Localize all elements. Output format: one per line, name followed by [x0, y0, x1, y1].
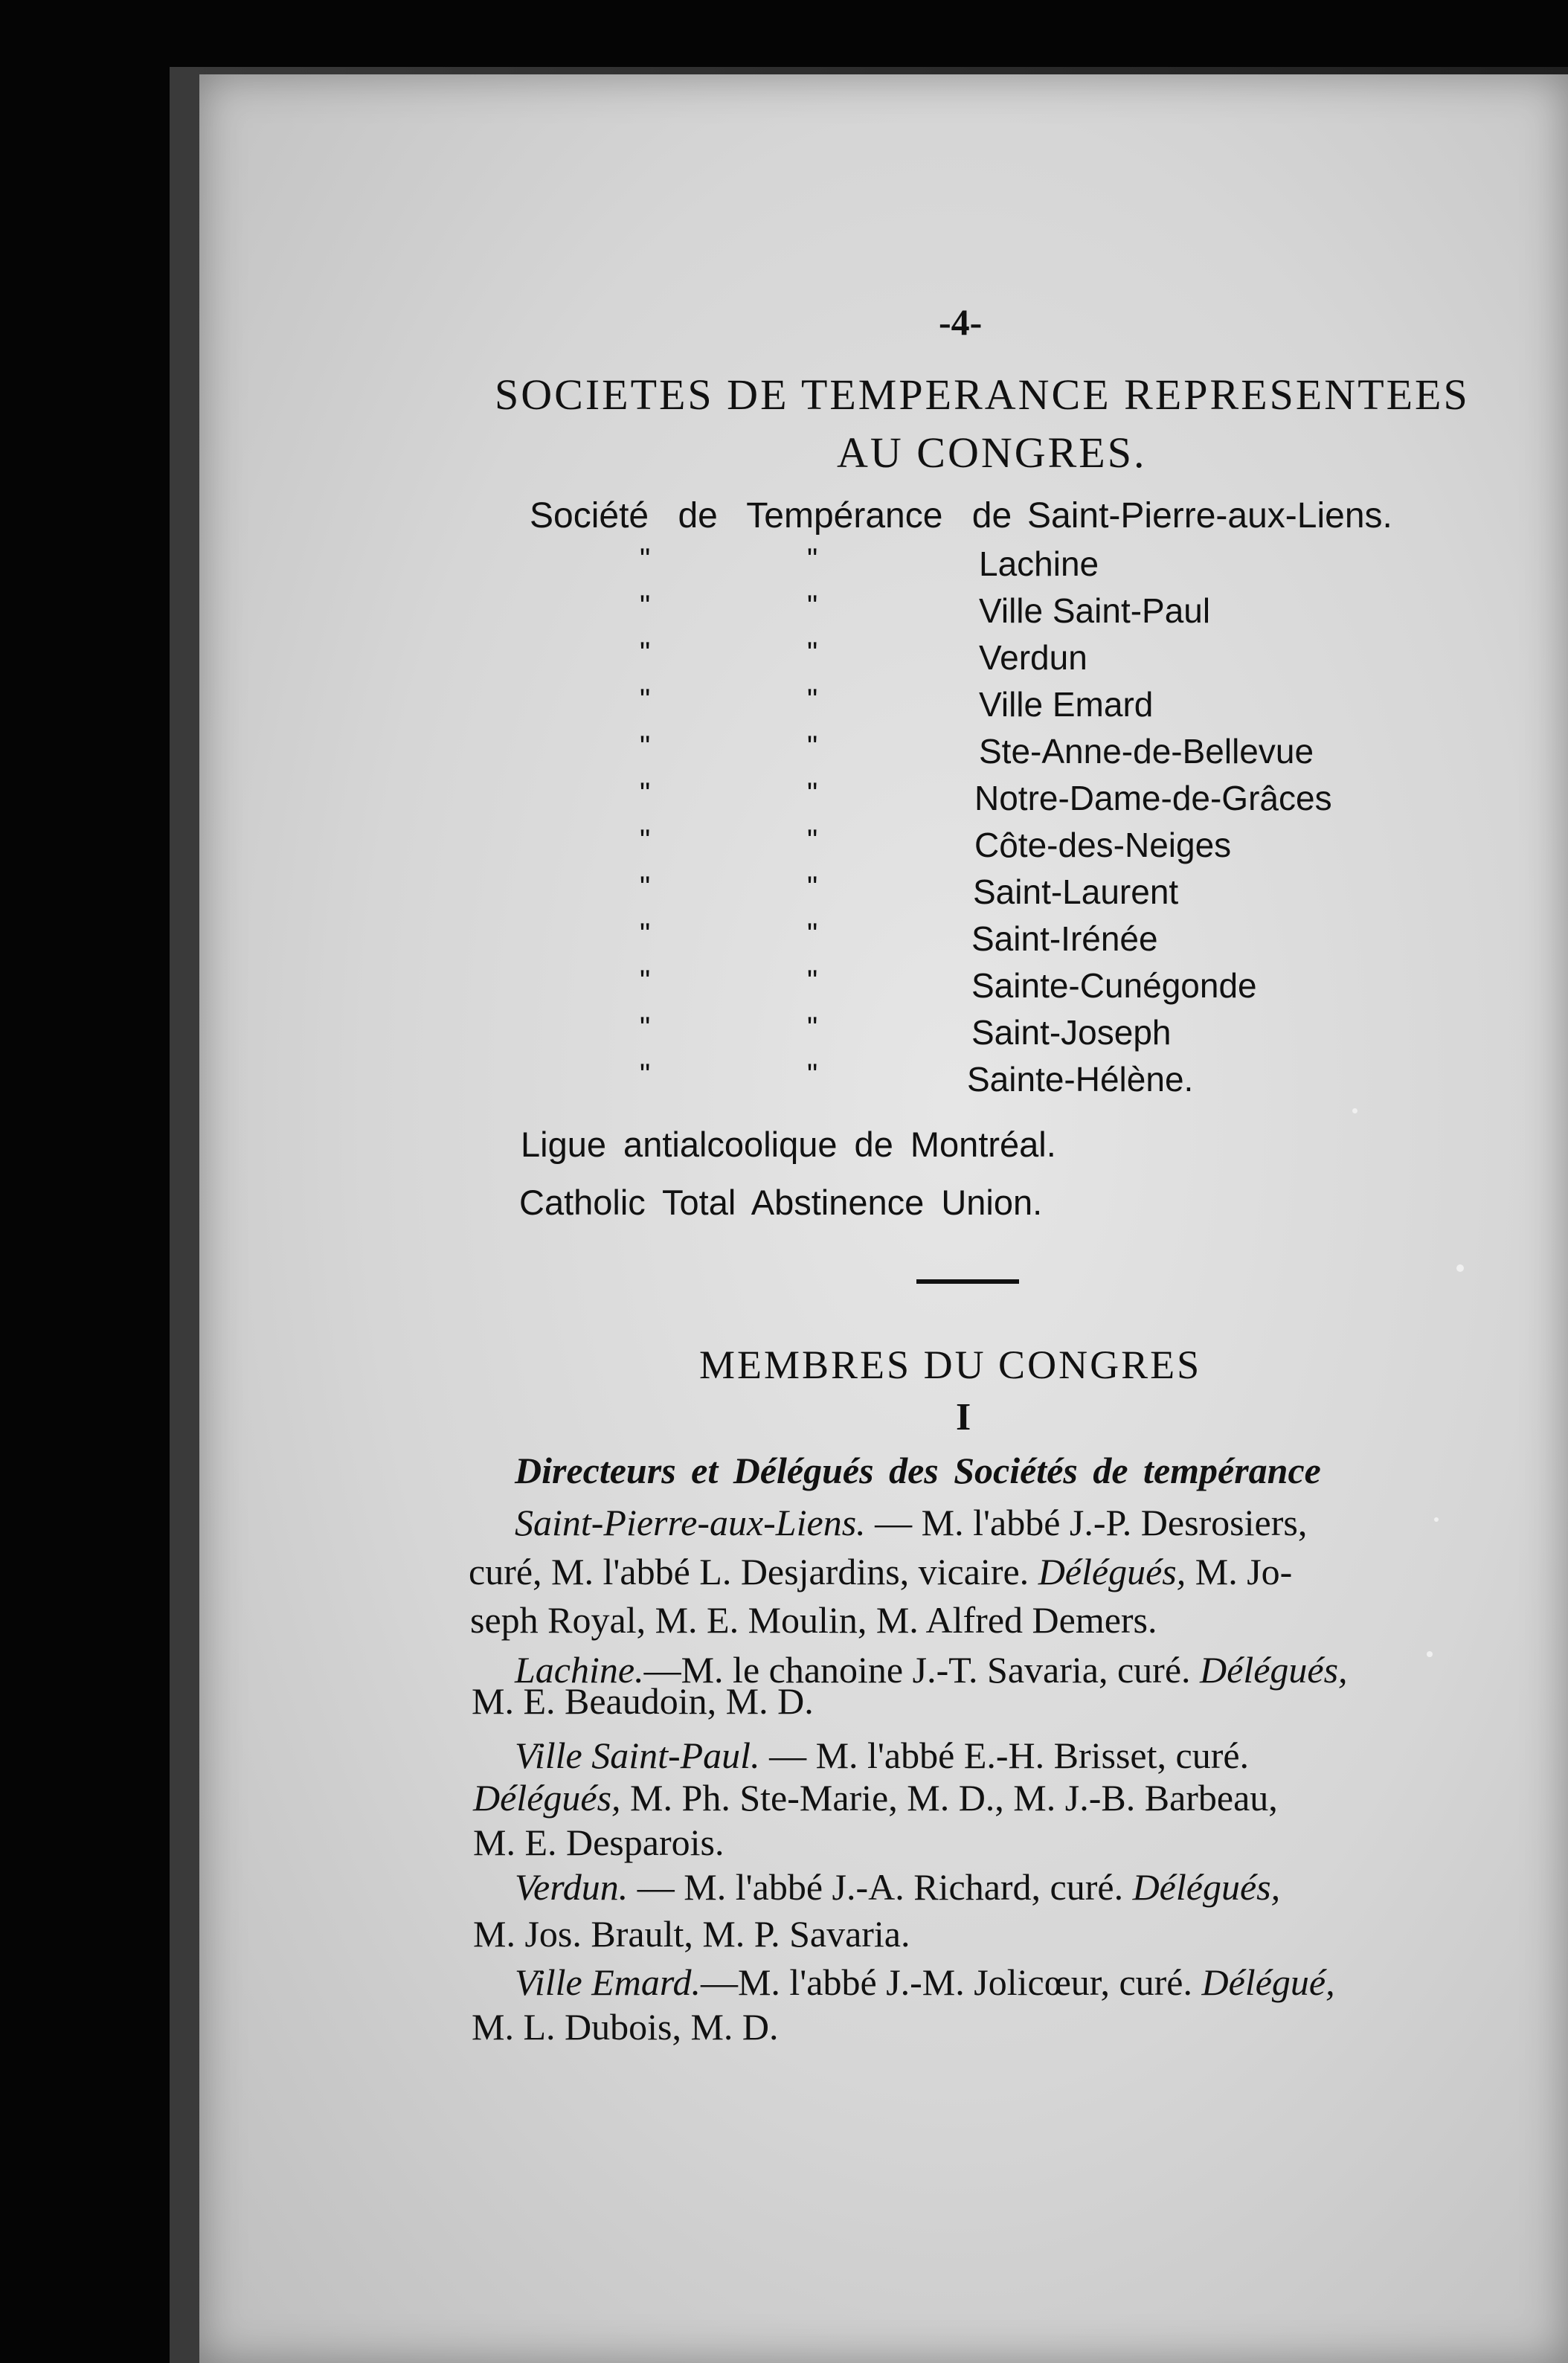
- society-place: Ste-Anne-de-Bellevue: [979, 732, 1314, 771]
- entry-text: M. Jo-: [1186, 1551, 1293, 1592]
- ditto-mark: ": [807, 918, 818, 951]
- ditto-mark: ": [807, 590, 818, 623]
- society-place: Sainte-Cunégonde: [971, 966, 1257, 1005]
- ditto-mark: ": [807, 1058, 818, 1091]
- society-label: Société de Tempérance de: [530, 496, 1012, 536]
- section-number: I: [956, 1396, 971, 1438]
- entry-text: M. Jos. Brault, M. P. Savaria.: [473, 1913, 910, 1955]
- society-place: Notre-Dame-de-Grâces: [974, 779, 1332, 817]
- ditto-mark: ": [807, 777, 818, 810]
- parish-name: Saint-Pierre-aux-Liens.: [515, 1502, 866, 1543]
- society-place: Sainte-Hélène.: [967, 1060, 1194, 1099]
- ditto-mark: ": [640, 543, 651, 576]
- society-place: Saint-Laurent: [973, 872, 1179, 911]
- entry-text: —M. l'abbé J.-M. Jolicœur, curé.: [700, 1961, 1202, 2003]
- entry-text: M. L. Dubois, M. D.: [472, 2006, 779, 2048]
- entry-text: — M. l'abbé J.-P. Desrosiers,: [865, 1502, 1308, 1543]
- entry-text: — M. l'abbé E.-H. Brisset, curé.: [759, 1735, 1250, 1776]
- scan-speck: [1456, 1264, 1464, 1272]
- parish-name: Ville Saint-Paul.: [515, 1735, 760, 1776]
- entry-line: [473, 1913, 910, 1955]
- parish-name: Ville Emard.: [515, 1961, 701, 2003]
- delegates-label: Délégués,: [1038, 1551, 1186, 1592]
- society-place: Lachine: [979, 544, 1099, 583]
- entry-line: [515, 1868, 1280, 1906]
- ditto-mark: ": [807, 543, 818, 576]
- ditto-mark: ": [640, 918, 651, 951]
- ditto-mark: ": [640, 1058, 651, 1091]
- entry-text: M. Ph. Ste-Marie, M. D., M. J.-B. Barbeau,: [620, 1777, 1278, 1819]
- ditto-mark: ": [640, 871, 651, 904]
- ditto-mark: ": [807, 684, 818, 716]
- delegates-label: Délégués,: [1200, 1649, 1348, 1691]
- society-place: Ville Saint-Paul: [979, 591, 1211, 630]
- entry-line: [472, 1682, 814, 1720]
- entry-text: M. E. Desparois.: [473, 1822, 724, 1863]
- ditto-mark: ": [807, 637, 818, 669]
- society-place: Côte-des-Neiges: [974, 826, 1232, 864]
- entry-text: curé, M. l'abbé L. Desjardins, vicaire.: [469, 1551, 1038, 1592]
- societies-heading-line1: SOCIETES DE TEMPERANCE REPRESENTEES: [495, 370, 1470, 419]
- ditto-mark: ": [807, 824, 818, 857]
- delegates-label: Délégués,: [1132, 1866, 1281, 1908]
- scan-speck: [1434, 1517, 1439, 1522]
- societies-heading-line2: AU CONGRES.: [837, 428, 1147, 477]
- entry-line: [515, 1504, 1307, 1541]
- ditto-mark: ": [640, 730, 651, 763]
- members-heading: MEMBRES DU CONGRES: [699, 1343, 1202, 1387]
- entry-text: —M. le chanoine J.-T. Savaria, curé.: [643, 1649, 1201, 1691]
- ditto-mark: ": [640, 965, 651, 997]
- ditto-mark: ": [640, 590, 651, 623]
- ditto-mark: ": [807, 1012, 818, 1044]
- parish-name: Lachine.: [515, 1649, 644, 1691]
- page-number: -4-: [939, 301, 983, 343]
- entry-line: [515, 1961, 1335, 2003]
- entry-line: [473, 1777, 1278, 1819]
- entry-text: seph Royal, M. E. Moulin, M. Alfred Demers.: [470, 1599, 1157, 1641]
- section-divider: [916, 1279, 1019, 1284]
- entry-line: [472, 2006, 779, 2048]
- society-first-place: Saint-Pierre-aux-Liens.: [1027, 496, 1392, 536]
- entry-line: [473, 1824, 724, 1861]
- entry-text: M. E. Beaudoin, M. D.: [472, 1680, 814, 1722]
- other-org: Ligue antialcoolique de Montréal.: [521, 1125, 1056, 1164]
- ditto-mark: ": [807, 730, 818, 763]
- society-place: Verdun: [979, 638, 1087, 677]
- delegates-label: Délégué,: [1201, 1961, 1335, 2003]
- ditto-mark: ": [640, 1012, 651, 1044]
- ditto-mark: ": [640, 684, 651, 716]
- scan-speck: [1427, 1651, 1433, 1657]
- ditto-mark: ": [640, 777, 651, 810]
- parish-name: Verdun.: [515, 1866, 629, 1908]
- scan-speck: [1352, 1108, 1357, 1113]
- ditto-mark: ": [640, 637, 651, 669]
- entry-line: [515, 1737, 1249, 1774]
- society-place: Saint-Irénée: [971, 919, 1158, 958]
- society-place: Ville Emard: [979, 685, 1154, 724]
- ditto-mark: ": [807, 965, 818, 997]
- society-place: Saint-Joseph: [971, 1013, 1172, 1052]
- entry-line: [469, 1553, 1292, 1590]
- entry-line: [470, 1601, 1157, 1639]
- other-org: Catholic Total Abstinence Union.: [519, 1183, 1043, 1222]
- entry-text: — M. l'abbé J.-A. Richard, curé.: [628, 1866, 1133, 1908]
- ditto-mark: ": [640, 824, 651, 857]
- delegates-label: Délégués,: [473, 1777, 621, 1819]
- members-subheading: Directeurs et Délégués des Sociétés de tempérance: [515, 1450, 1321, 1491]
- ditto-mark: ": [807, 871, 818, 904]
